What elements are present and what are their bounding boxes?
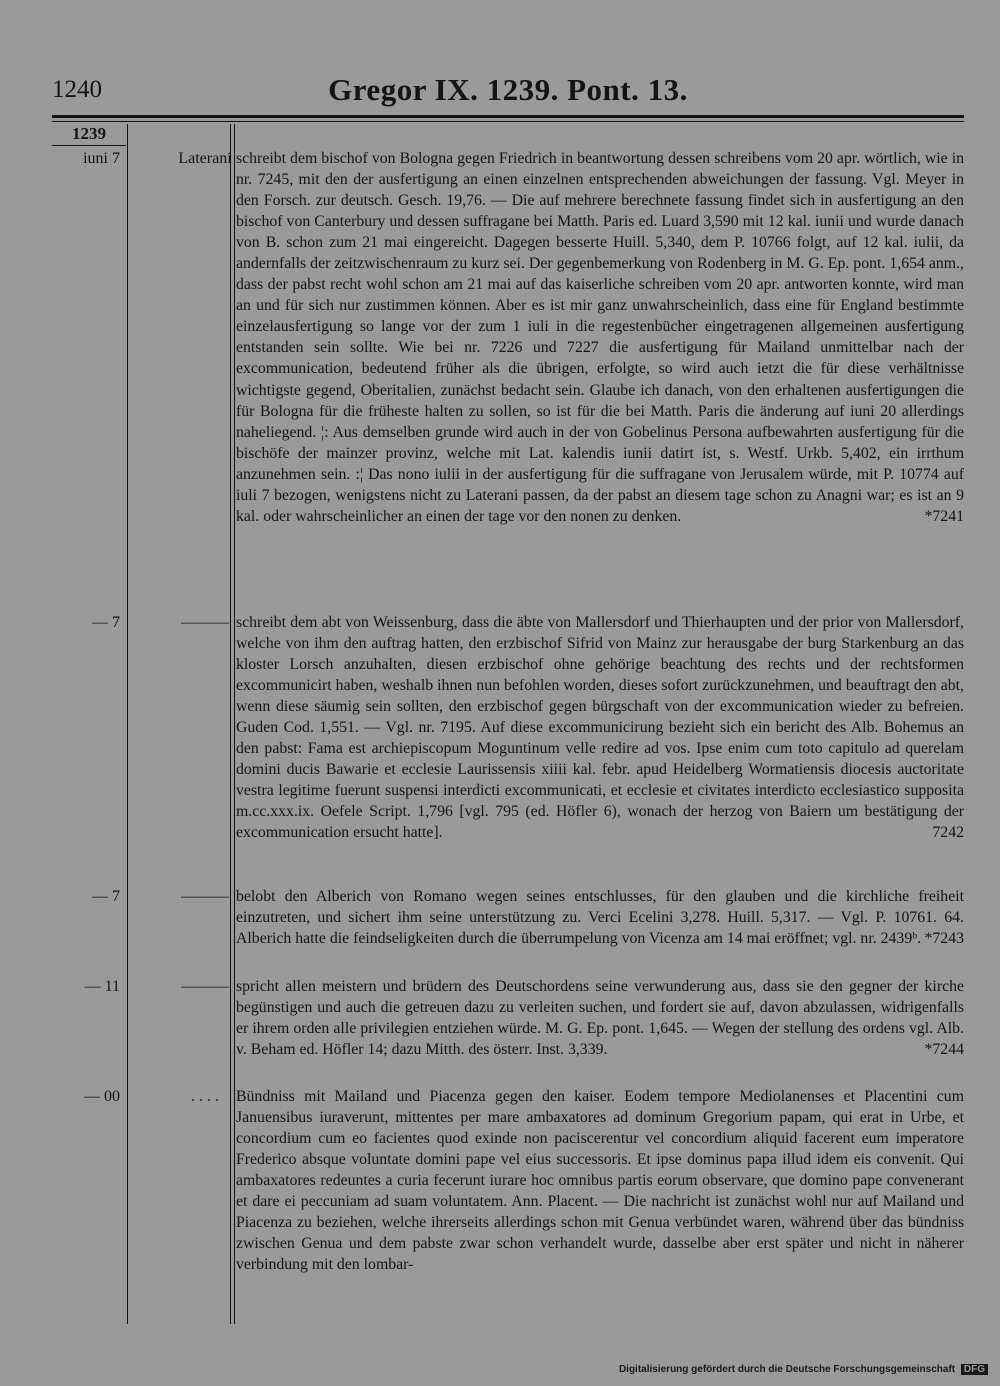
entry-text [236, 886, 964, 949]
entry-place: Laterani [178, 150, 232, 167]
year-rule [52, 145, 126, 146]
entry-body: schreibt dem abt von Weissenburg, dass die äbte von Mallersdorf und Thierhaupten und der prior von Mallersdorf, welche von ihm den auftrag hatten, den erzbischof Sifrid von Mainz zur herausgabe der burg Starkenburg an das kloster Lorsch anzuhalten, diesen erzbischof ohne gehörige beachtung des rechts und der rechtsformen excommunicirt haben, weshalb ihnen nun befohlen worden, dieses sofort zurückzunehmen, und beauftragt den abt, wenn diese säumig sein sollten, den erzbischof gegen bürgschaft von der excommunication wieder zu befreien. Guden Cod. 1,551. — Vgl. nr. 7195. Auf diese excommunicirung bezieht sich ein bericht des Alb. Bohemus an den pabst: Fama est archiepiscopum Moguntinum velle redire ad vos. Ipse enim cum toto capitulo ad querelam domini ducis Bawarie et ecclesie Laurissensis xiiii kal. febr. apud Heidelberg Wormatiensis diocesis auctoritate vestra legitime fuerunt suspensi interdicti excommunicati, et ecclesie et civitates interdicto ecclesiastico supposita m.cc.xxx.ix. Oefele Script. 1,796 [vgl. 795 (ed. Höfler 6), wonach der herzog von Baiern um bestätigung der excommunication ersucht hatte]. [236, 614, 964, 842]
entry-date: — 7 [92, 614, 120, 631]
regest-number: *7241 [924, 507, 964, 525]
regest-number: *7243 [924, 930, 964, 948]
entry-body: schreibt dem bischof von Bologna gegen Friedrich in beantwortung dessen schreibens vom 20 apr. wörtlich, wie in nr. 7245, mit den der ausfertigung an einen einzelnen entsprechenden abweichungen der fassung. Vgl. Meyer in den Forsch. zur deutsch. Gesch. 19,76. — Die auf mehrere berechnete fassung findet sich in ausfertigung an den bischof von Canterbury und dessen suffragane bei Matth. Paris ed. Luard 3,590 mit 12 kal. iunii und wurde danach von B. schon zum 21 mai eingereicht. Dagegen besserte Huill. 5,340, dem P. 10766 folgt, auf 12 kal. iulii, da andernfalls der zeitzwischenraum zu kurz sei. Der gegenbemerkung von Rodenberg in M. G. Ep. pont. 1,654 anm., dass der pabst recht wohl schon am 21 mai auf das kaiserliche schreiben vom 20 apr. antworten konnte, wird man an und für sich nur zustimmen können. Aber es ist mir ganz unwahrscheinlich, dass eine für England bestimmte einzelausfertigung so lange vor der zum 1 iuli in die regestenbücher eingetragenen allgemeinen ausfertigung entstanden sein sollte. Wie bei nr. 7226 und 7227 die ausfertigung für Mailand unmittelbar nach der excommunication, bedeutend früher als die übrigen, erfolgte, so wird auch ietzt die für diese verhältnisse wichtigste gegend, Oberitalien, zunächst bedacht sein. Glaube ich danach, von den erhaltenen ausfertigungen die für Bologna für die früheste halten zu sollen, so ist für die bei Matth. Paris die änderung auf iuni 20 allerdings naheliegend. ¦: Aus demselben grunde wird auch in der von Gobelinus Persona aufbewahrten ausfertigung für die bischöfe der mainzer provinz, welche mit Lat. kalendis iunii datirt ist, s. Westf. Urkb. 5,402, ein irrthum anzunehmen sein. :¦ Das nono iulii in der ausfertigung für die suffragane von Jerusalem würde, mit P. 10774 auf iuli 7 bezogen, wenigstens nicht zu Laterani passen, da der pabst an diesem tage schon zu Anagni war; es ist an 9 kal. oder wahrscheinlicher an einen der tage vor den nonen zu denken. [236, 150, 964, 525]
entry-text [236, 148, 964, 527]
page-header [52, 72, 964, 112]
entry-place: ——— [181, 888, 229, 905]
entry-body: belobt den Alberich von Romano wegen seines entschlusses, für den glauben und die kirchliche freiheit einzutreten, und sichert ihm seine unterstützung zu. Verci Ecelini 3,278. Huill. 5,317. — Vgl. P. 10761. 64. Alberich hatte die feindseligkeiten durch die überrumpelung von Vicenza am 14 mai eröffnet; vgl. nr. 2439ᵇ. [236, 888, 964, 948]
header-rule [52, 115, 964, 118]
entry-date: iuni 7 [83, 150, 120, 167]
dfg-logo: DFG [961, 1364, 988, 1375]
entry-body: Bündniss mit Mailand und Piacenza gegen den kaiser. Eodem tempore Mediolanenses et Placentini cum Januensibus iuraverunt, mittentes per mare ambaxatores ad dominum Gregorium papam, qui erat in Urbe, et concordium cum eo facientes quod exinde non paciscerentur vel concordium aliquid facerent eum imperatore Frederico absque voluntate domini pape vel eius successoris. Et ipse dominus papa illud idem eis convenit. Qui ambaxatores redeuntes a curia fecerunt iurare hoc omnibus partis eorum observare, que domino pape convenerant et dare ei peccuniam ad suam voluntatem. Ann. Placent. — Die nachricht ist zunächst wohl nur auf Mailand und Piacenza zu beziehen, welche ihrerseits allerdings schon mit Genua verbündet waren, während über das bündniss zwischen Genua und dem pabste zwar schon verhandelt wurde, dasselbe aber erst später und nicht in näherer verbindung mit den lombar- [236, 1088, 964, 1274]
place-column-divider [230, 124, 231, 1324]
entry-place: ——— [181, 978, 229, 995]
credit-text: Digitalisierung gefördert durch die Deutsche Forschungsgemeinschaft [618, 1364, 956, 1375]
regest-number: 7242 [932, 824, 964, 842]
entry-date: — 11 [84, 978, 120, 995]
entry-place: . . . . [191, 1088, 219, 1105]
digitization-credit [619, 1364, 988, 1375]
entry-place: ——— [181, 614, 229, 631]
regest-number: *7244 [924, 1041, 964, 1059]
text-column-divider [234, 124, 235, 1324]
year-heading: 1239 [72, 124, 106, 143]
page-number: 1240 [52, 76, 102, 103]
entry-date: — 7 [92, 888, 120, 905]
header-rule-thin [52, 121, 964, 122]
entry-text [236, 612, 964, 844]
entry-date: — 00 [84, 1088, 120, 1105]
date-column-divider [127, 124, 128, 1324]
entry-text [236, 1086, 964, 1275]
entry-body: spricht allen meistern und brüdern des Deutschordens seine verwunderung aus, dass sie den gegner der kirche begünstigen und auch die getreuen dazu zu verleiten suchen, und fordert sie auf, davon abzulassen, widrigenfalls er ihrem orden alle privilegien entziehen würde. M. G. Ep. pont. 1,645. — Wegen der stellung des ordens vgl. Alb. v. Beham ed. Höfler 14; dazu Mitth. des österr. Inst. 3,339. [236, 978, 964, 1059]
entry-text [236, 976, 964, 1060]
running-title: Gregor IX. 1239. Pont. 13. [328, 72, 688, 107]
